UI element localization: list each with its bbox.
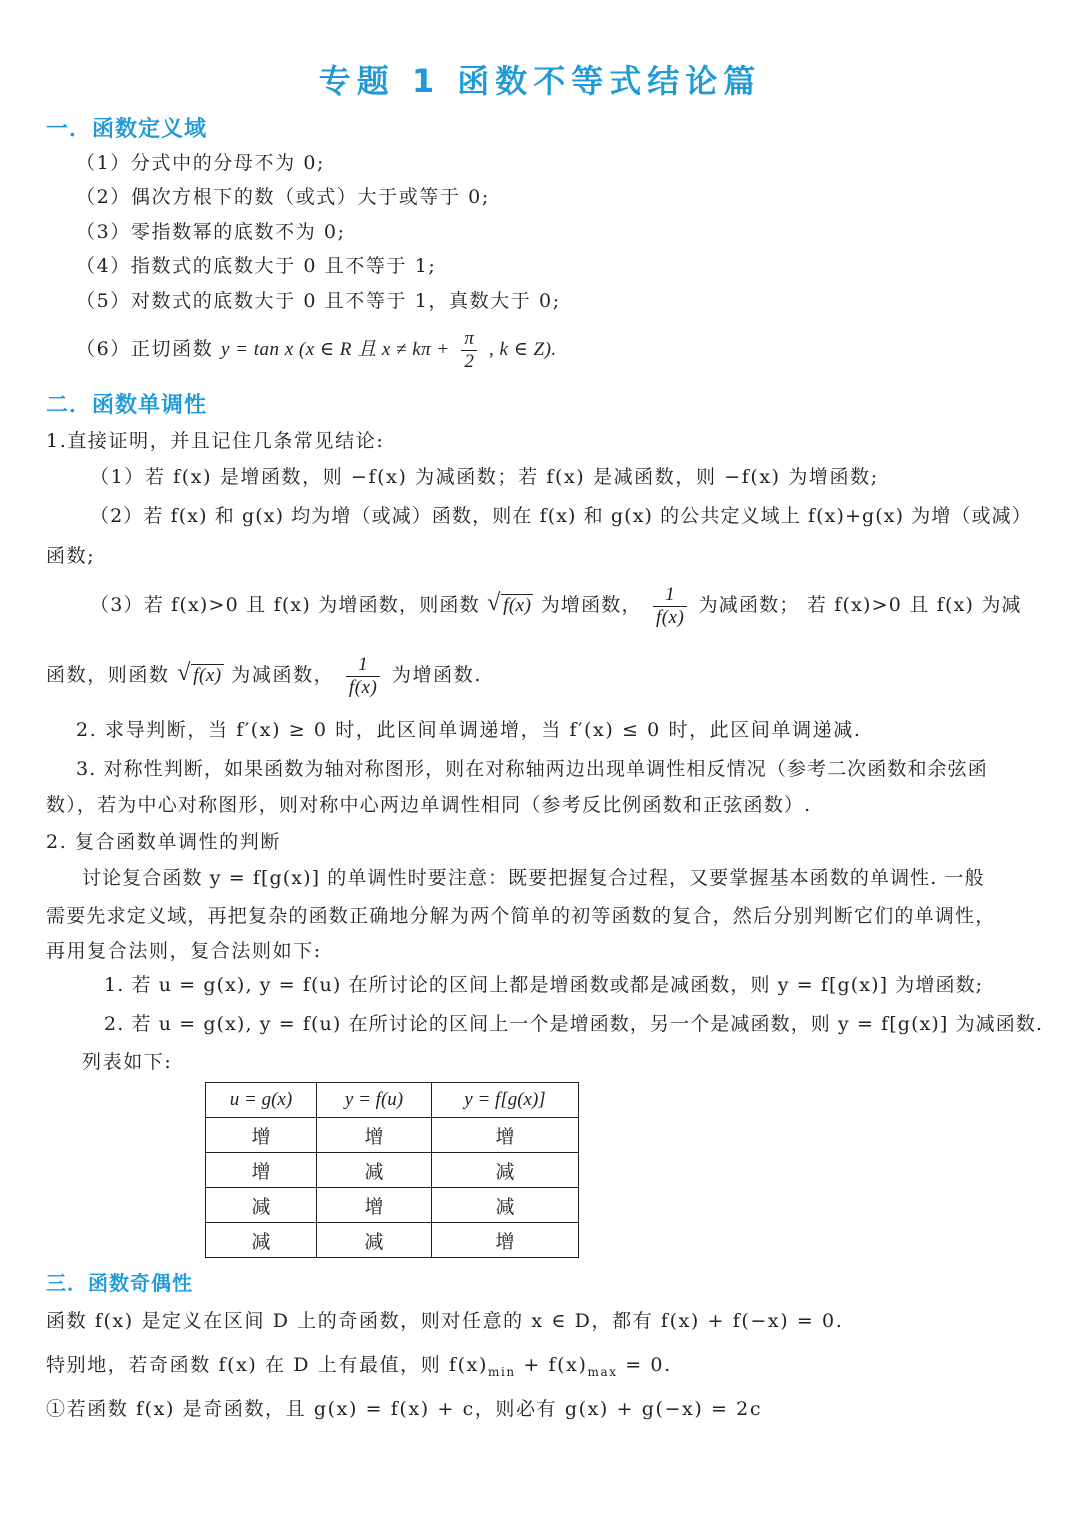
table-cell: 减: [317, 1153, 432, 1188]
derivative-method: 2. 求导判断，当 f′(x) ≥ 0 时，此区间单调递增，当 f′(x) ≤ 0 时，此区间单调递减.: [76, 719, 862, 741]
fraction-denominator: 2: [464, 350, 475, 372]
composite-paragraph-line-1: 讨论复合函数 y = f[g(x)] 的单调性时要注意：既要把握复合过程，又要掌握基本函数的单调性. 一般: [82, 867, 985, 889]
conclusion-3-text-c: 为减函数； 若 f(x)>0 且 f(x) 为减: [698, 594, 1022, 616]
table-header-cell: y = f[g(x)]: [432, 1083, 579, 1118]
conclusion-2-line-1: （2）若 f(x) 和 g(x) 均为增（或减）函数，则在 f(x) 和 g(x) 的公共定义域上 f(x)+g(x) 为增（或减）: [90, 505, 1032, 527]
conclusion-3-text-d: 函数，则函数: [46, 664, 170, 686]
table-header-row: [206, 1083, 579, 1118]
domain-rule-1: （1）分式中的分母不为 0;: [76, 152, 326, 174]
domain-rule-4: （4）指数式的底数大于 0 且不等于 1;: [76, 255, 437, 277]
table-row: [206, 1118, 579, 1153]
domain-rule-6: [76, 325, 557, 374]
extrema-text-c: = 0.: [617, 1354, 672, 1376]
table-row: [206, 1223, 579, 1258]
table-cell: 增: [432, 1223, 579, 1258]
table-cell: 增: [317, 1118, 432, 1153]
table-cell: 增: [317, 1188, 432, 1223]
section-heading-monotonicity: 二．函数单调性: [46, 393, 208, 418]
domain-rule-2: （2）偶次方根下的数（或式）大于或等于 0;: [76, 186, 490, 208]
fraction-denominator: f(x): [655, 606, 685, 628]
symmetry-method-line-1: 3. 对称性判断，如果函数为轴对称图形，则在对称轴两边出现单调性相反情况（参考二次函数和余弦函: [76, 758, 988, 780]
composite-rule-1: 1. 若 u = g(x), y = f(u) 在所讨论的区间上都是增函数或都是减函数，则 y = f[g(x)] 为增函数;: [104, 974, 984, 996]
table-cell: 减: [432, 1153, 579, 1188]
conclusion-1: （1）若 f(x) 是增函数，则 −f(x) 为减函数；若 f(x) 是减函数，则 −f(x) 为增函数;: [90, 466, 879, 488]
table-row: [206, 1153, 579, 1188]
odd-function-shift-property: ①若函数 f(x) 是奇函数，且 g(x) = f(x) + c，则必有 g(x) + g(−x) = 2c: [46, 1398, 763, 1420]
conclusion-3-text-e: 为减函数，: [231, 664, 335, 686]
table-cell: 增: [206, 1153, 317, 1188]
domain-rule-6-expr: y = tan x (x ∈ R 且 x ≠ kπ +: [220, 339, 450, 360]
extrema-text-a: 特别地，若奇函数 f(x) 在 D 上有最值，则 f(x): [46, 1354, 488, 1376]
conclusion-3-text-b: 为增函数，: [540, 594, 642, 616]
section-heading-parity: 三．函数奇偶性: [46, 1271, 193, 1295]
fraction-numerator: 1: [653, 584, 687, 607]
table-cell: 增: [206, 1118, 317, 1153]
table-cell: 减: [317, 1223, 432, 1258]
max-subscript: max: [587, 1364, 618, 1379]
sqrt-expression: [487, 581, 533, 631]
fraction-denominator: f(x): [348, 676, 378, 698]
radical-icon: √: [487, 590, 501, 616]
page-title: 专题 1 函数不等式结论篇: [318, 62, 762, 100]
symmetry-method-line-2: 数），若为中心对称图形，则对称中心两边单调性相同（参考反比例函数和正弦函数）.: [46, 794, 812, 816]
conclusion-3-text-f: 为增函数.: [391, 664, 482, 686]
conclusion-3-line-2: [46, 650, 482, 701]
min-subscript: min: [487, 1364, 516, 1379]
conclusion-3-line-1: [90, 580, 1022, 631]
fraction-numerator: 1: [346, 654, 380, 677]
composite-rule-2: 2. 若 u = g(x), y = f(u) 在所讨论的区间上一个是增函数，另一个是减函数，则 y = f[g(x)] 为减函数.: [104, 1013, 1044, 1035]
conclusion-3-text-a: （3）若 f(x)>0 且 f(x) 为增函数，则函数: [90, 594, 480, 616]
table-header-cell: y = f(u): [317, 1083, 432, 1118]
odd-function-extrema: [46, 1352, 672, 1385]
composite-function-title: 2. 复合函数单调性的判断: [46, 831, 281, 853]
fraction-numerator: π: [461, 328, 477, 351]
sqrt-body: f(x): [193, 665, 222, 686]
table-cell: 增: [432, 1118, 579, 1153]
composite-paragraph-line-2: 需要先求定义域，再把复杂的函数正确地分解为两个简单的初等函数的复合，然后分别判断它们的单调性，: [46, 905, 996, 927]
table-cell: 减: [206, 1188, 317, 1223]
table-cell: 减: [432, 1188, 579, 1223]
sqrt-body: f(x): [503, 595, 532, 616]
section-heading-domain: 一．函数定义域: [46, 117, 208, 142]
radical-icon: √: [177, 660, 191, 686]
composite-monotonicity-table: [205, 1082, 579, 1258]
pi-over-2-fraction: [461, 328, 477, 373]
domain-rule-5: （5）对数式的底数大于 0 且不等于 1，真数大于 0;: [76, 290, 561, 312]
composite-paragraph-line-3: 再用复合法则，复合法则如下:: [46, 940, 322, 962]
domain-rule-6-suffix: , k ∈ Z).: [489, 339, 557, 360]
sqrt-expression: [177, 651, 223, 701]
domain-rule-6-prefix: （6）正切函数: [76, 338, 214, 360]
reciprocal-fraction: [653, 584, 687, 629]
conclusion-2-line-2: 函数;: [46, 545, 96, 567]
table-header-cell: u = g(x): [206, 1083, 317, 1118]
reciprocal-fraction: [346, 654, 380, 699]
table-intro: 列表如下:: [82, 1051, 173, 1073]
extrema-text-b: + f(x): [515, 1354, 588, 1376]
table-row: [206, 1188, 579, 1223]
odd-function-definition: 函数 f(x) 是定义在区间 D 上的奇函数，则对任意的 x ∈ D，都有 f(x) + f(−x) = 0.: [46, 1310, 844, 1332]
monotonicity-intro: 1.直接证明，并且记住几条常见结论:: [46, 430, 385, 452]
table-cell: 减: [206, 1223, 317, 1258]
domain-rule-3: （3）零指数幂的底数不为 0;: [76, 221, 346, 243]
